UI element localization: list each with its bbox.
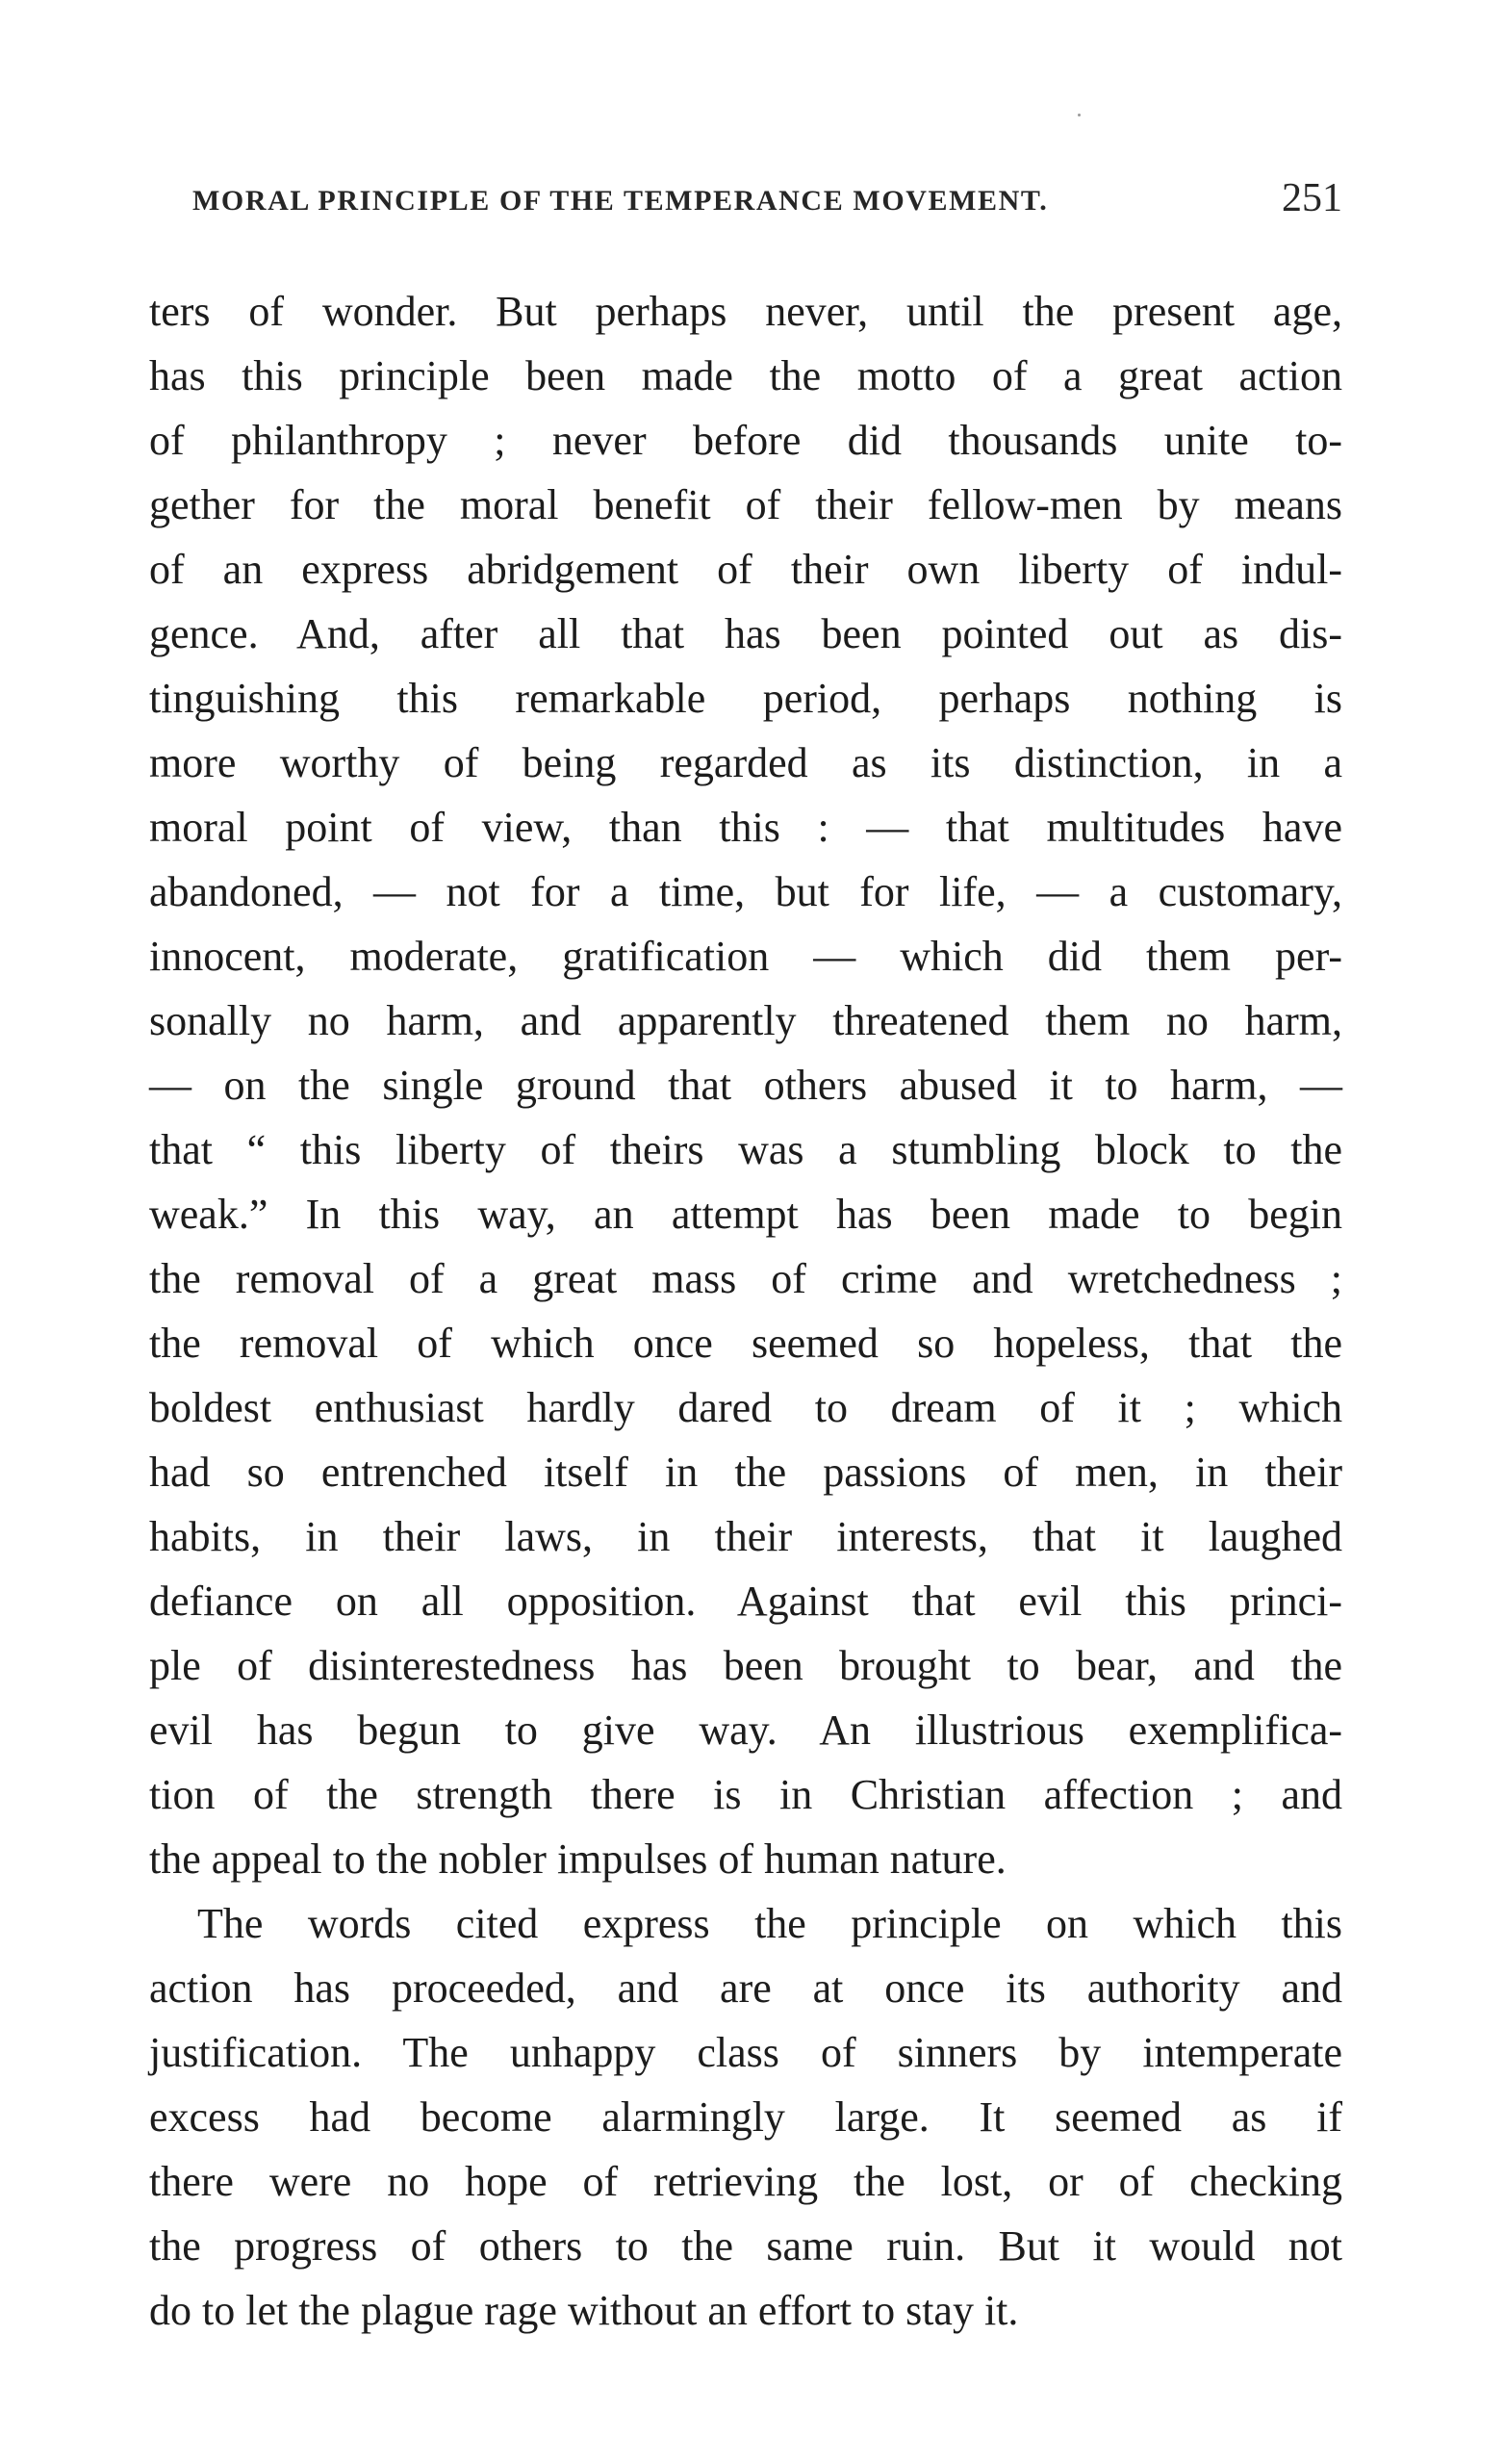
text-line: the progress of others to the same ruin. But it would not — [149, 2222, 1342, 2270]
text-line: gence. And, after all that has been pointed out as dis- — [149, 610, 1342, 657]
text-line: innocent, moderate, gratification — which did them per- — [149, 933, 1342, 980]
text-line: the removal of a great mass of crime and wretchedness ; — [149, 1255, 1342, 1302]
text-line: The words cited express the principle on which this — [197, 1900, 1342, 1947]
text-line: has this principle been made the motto of a great action — [149, 352, 1342, 399]
text-line: — on the single ground that others abused it to harm, — — [149, 1062, 1342, 1109]
text-line: excess had become alarmingly large. It seemed as if — [149, 2093, 1342, 2141]
text-line: action has proceeded, and are at once its authority and — [149, 1964, 1342, 2012]
text-line: there were no hope of retrieving the lost, or of checking — [149, 2158, 1342, 2205]
text-line: defiance on all opposition. Against that evil this princi- — [149, 1578, 1342, 1625]
text-line: boldest enthusiast hardly dared to dream of it ; which — [149, 1384, 1342, 1431]
ink-speck — [1078, 114, 1081, 116]
text-line: justification. The unhappy class of sinners by intemperate — [149, 2029, 1342, 2076]
running-title: MORAL PRINCIPLE OF THE TEMPERANCE MOVEMENT. — [192, 185, 1049, 217]
text-line: do to let the plague rage without an effort to stay it. — [149, 2287, 1019, 2334]
text-line: had so entrenched itself in the passions of men, in their — [149, 1449, 1342, 1496]
text-line: more worthy of being regarded as its distinction, in a — [149, 739, 1342, 786]
text-line: tion of the strength there is in Christian affection ; and — [149, 1771, 1342, 1818]
text-line: habits, in their laws, in their interests, that it laughed — [149, 1513, 1342, 1560]
text-line: evil has begun to give way. An illustrious exemplifica- — [149, 1707, 1342, 1754]
text-line: ters of wonder. But perhaps never, until the present age, — [149, 288, 1342, 335]
text-line: moral point of view, than this : — that multitudes have — [149, 804, 1342, 851]
text-line: ple of disinterestedness has been brought to bear, and the — [149, 1642, 1342, 1689]
paragraph — [149, 1891, 1342, 2343]
page-number: 251 — [1282, 176, 1342, 220]
text-line: gether for the moral benefit of their fellow-men by means — [149, 481, 1342, 528]
text-line: of philanthropy ; never before did thousands unite to- — [149, 417, 1342, 464]
text-line: sonally no harm, and apparently threatened them no harm, — [149, 997, 1342, 1044]
body-text — [149, 279, 1342, 2343]
text-line: the appeal to the nobler impulses of human nature. — [149, 1835, 1007, 1883]
text-line: abandoned, — not for a time, but for life, — a customary, — [149, 868, 1342, 915]
text-line: the removal of which once seemed so hopeless, that the — [149, 1320, 1342, 1367]
running-head — [192, 176, 1342, 227]
text-line: that “ this liberty of theirs was a stumbling block to the — [149, 1126, 1342, 1173]
text-line: tinguishing this remarkable period, perhaps nothing is — [149, 675, 1342, 722]
text-line: weak.” In this way, an attempt has been made to begin — [149, 1191, 1342, 1238]
text-line: of an express abridgement of their own liberty of indul- — [149, 546, 1342, 593]
paragraph — [149, 279, 1342, 1891]
